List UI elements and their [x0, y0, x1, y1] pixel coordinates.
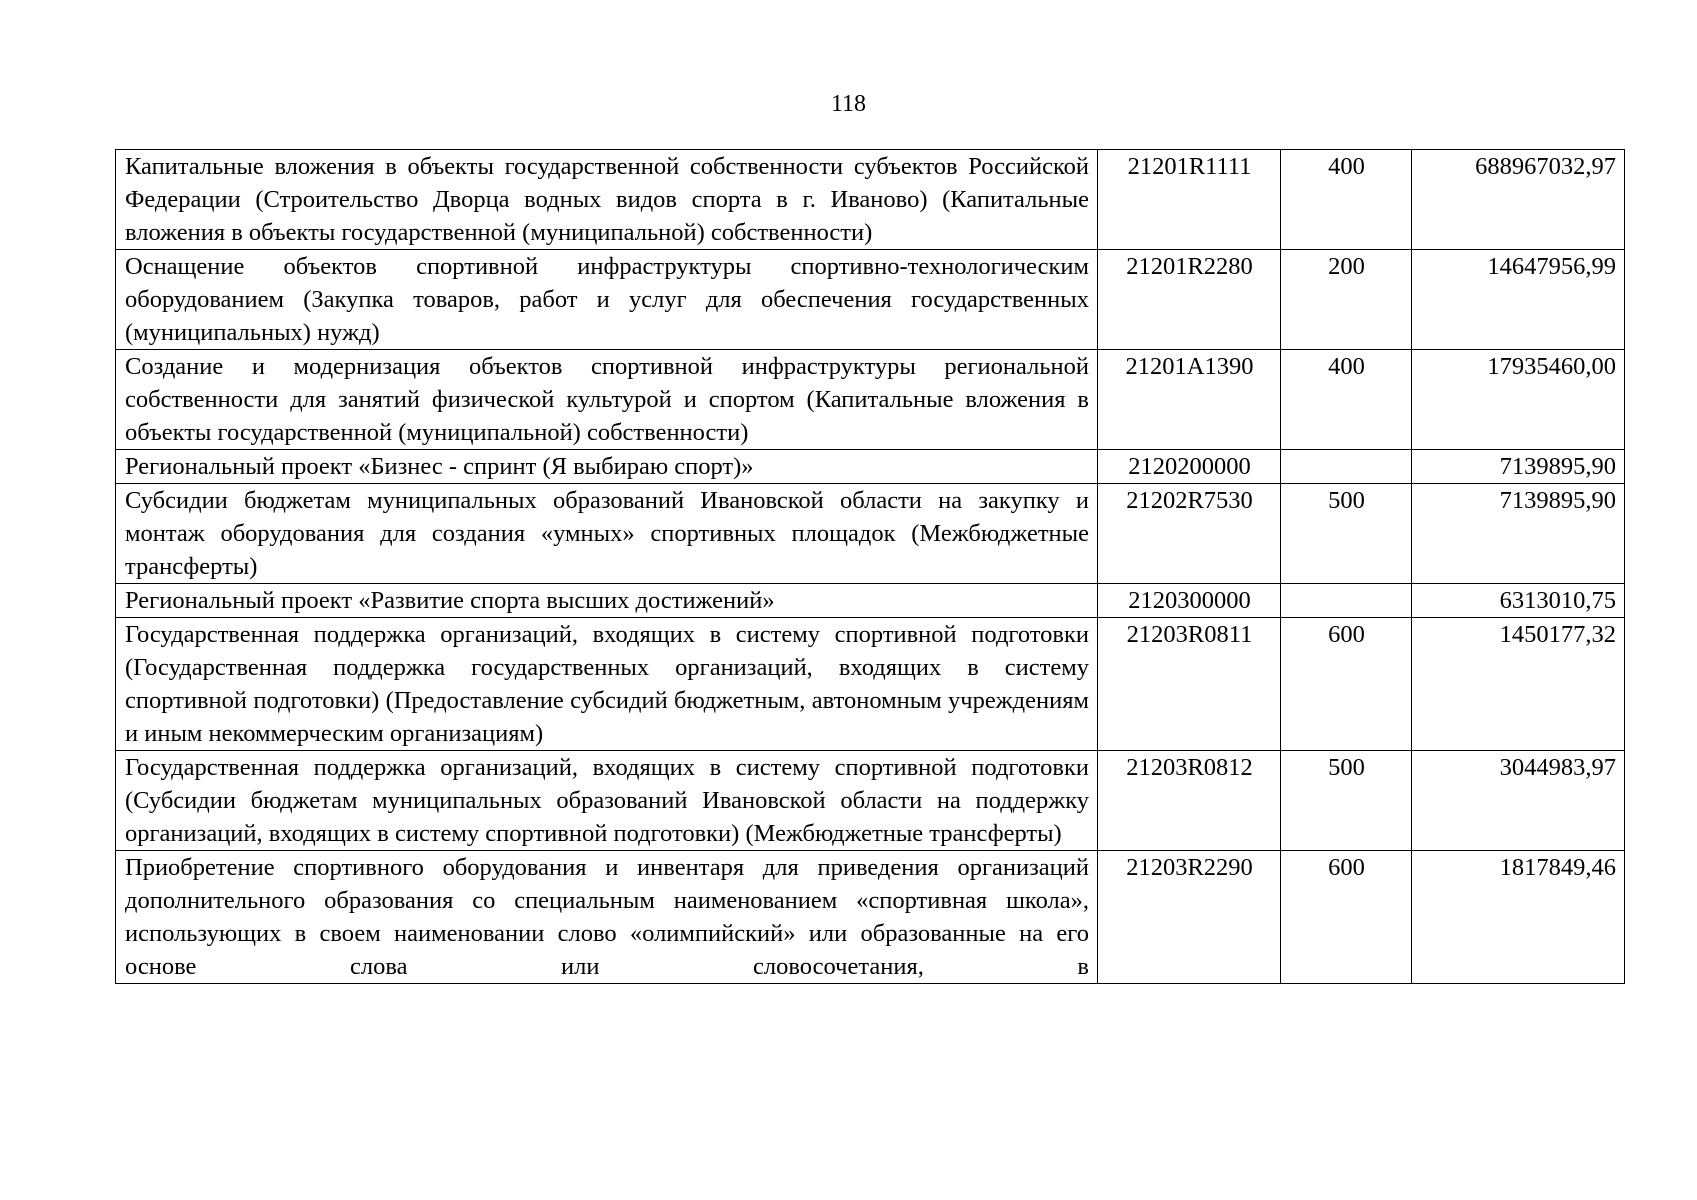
row-code: 2120300000 — [1098, 584, 1281, 618]
table-row — [116, 150, 1625, 250]
row-amount: 688967032,97 — [1412, 150, 1625, 250]
table-row — [116, 484, 1625, 584]
row-code: 21203R2290 — [1098, 851, 1281, 984]
row-amount: 7139895,90 — [1412, 484, 1625, 584]
row-type: 500 — [1281, 484, 1412, 584]
row-code: 21201R2280 — [1098, 250, 1281, 350]
table-row — [116, 618, 1625, 751]
row-amount: 17935460,00 — [1412, 350, 1625, 450]
table-row — [116, 751, 1625, 851]
row-type: 600 — [1281, 618, 1412, 751]
row-name: Государственная поддержка организаций, входящих в систему спортивной подготовки (Государственная поддержка государственных организаций, входящих в систему спортивной подготовки) (Предоставление субсидий бюджетным, автономным учреждениям и иным некоммерческим организациям) — [116, 618, 1098, 751]
table-row — [116, 851, 1625, 984]
budget-table — [115, 149, 1625, 984]
table-row — [116, 450, 1625, 484]
row-name: Приобретение спортивного оборудования и инвентаря для приведения организаций дополнительного образования со специальным наименованием «спортивная школа», использующих в своем наименовании слово «олимпийский» или образованные на его основе слова или словосочетания, в — [116, 851, 1098, 984]
row-amount: 7139895,90 — [1412, 450, 1625, 484]
table-row — [116, 250, 1625, 350]
row-amount: 3044983,97 — [1412, 751, 1625, 851]
row-amount: 14647956,99 — [1412, 250, 1625, 350]
row-type: 400 — [1281, 350, 1412, 450]
row-code: 21202R7530 — [1098, 484, 1281, 584]
row-code: 21203R0812 — [1098, 751, 1281, 851]
row-name: Субсидии бюджетам муниципальных образований Ивановской области на закупку и монтаж оборудования для создания «умных» спортивных площадок (Межбюджетные трансферты) — [116, 484, 1098, 584]
row-type: 200 — [1281, 250, 1412, 350]
row-name: Оснащение объектов спортивной инфраструктуры спортивно-технологическим оборудованием (Закупка товаров, работ и услуг для обеспечения государственных (муниципальных) нужд) — [116, 250, 1098, 350]
row-type: 600 — [1281, 851, 1412, 984]
row-name: Региональный проект «Бизнес - спринт (Я выбираю спорт)» — [116, 450, 1098, 484]
row-type — [1281, 584, 1412, 618]
row-code: 21201R1111 — [1098, 150, 1281, 250]
row-amount: 1817849,46 — [1412, 851, 1625, 984]
row-type — [1281, 450, 1412, 484]
row-amount: 1450177,32 — [1412, 618, 1625, 751]
row-code: 2120200000 — [1098, 450, 1281, 484]
row-code: 21201A1390 — [1098, 350, 1281, 450]
row-code: 21203R0811 — [1098, 618, 1281, 751]
row-type: 400 — [1281, 150, 1412, 250]
row-name: Региональный проект «Развитие спорта высших достижений» — [116, 584, 1098, 618]
table-row — [116, 584, 1625, 618]
row-amount: 6313010,75 — [1412, 584, 1625, 618]
row-name: Создание и модернизация объектов спортивной инфраструктуры региональной собственности для занятий физической культурой и спортом (Капитальные вложения в объекты государственной (муниципальной) собственности) — [116, 350, 1098, 450]
page-number: 118 — [830, 91, 867, 117]
row-type: 500 — [1281, 751, 1412, 851]
table-row — [116, 350, 1625, 450]
row-name: Капитальные вложения в объекты государственной собственности субъектов Российской Федерации (Строительство Дворца водных видов спорта в г. Иваново) (Капитальные вложения в объекты государственной (муниципальной) собственности) — [116, 150, 1098, 250]
row-name: Государственная поддержка организаций, входящих в систему спортивной подготовки (Субсидии бюджетам муниципальных образований Ивановской области на поддержку организаций, входящих в систему спортивной подготовки) (Межбюджетные трансферты) — [116, 751, 1098, 851]
